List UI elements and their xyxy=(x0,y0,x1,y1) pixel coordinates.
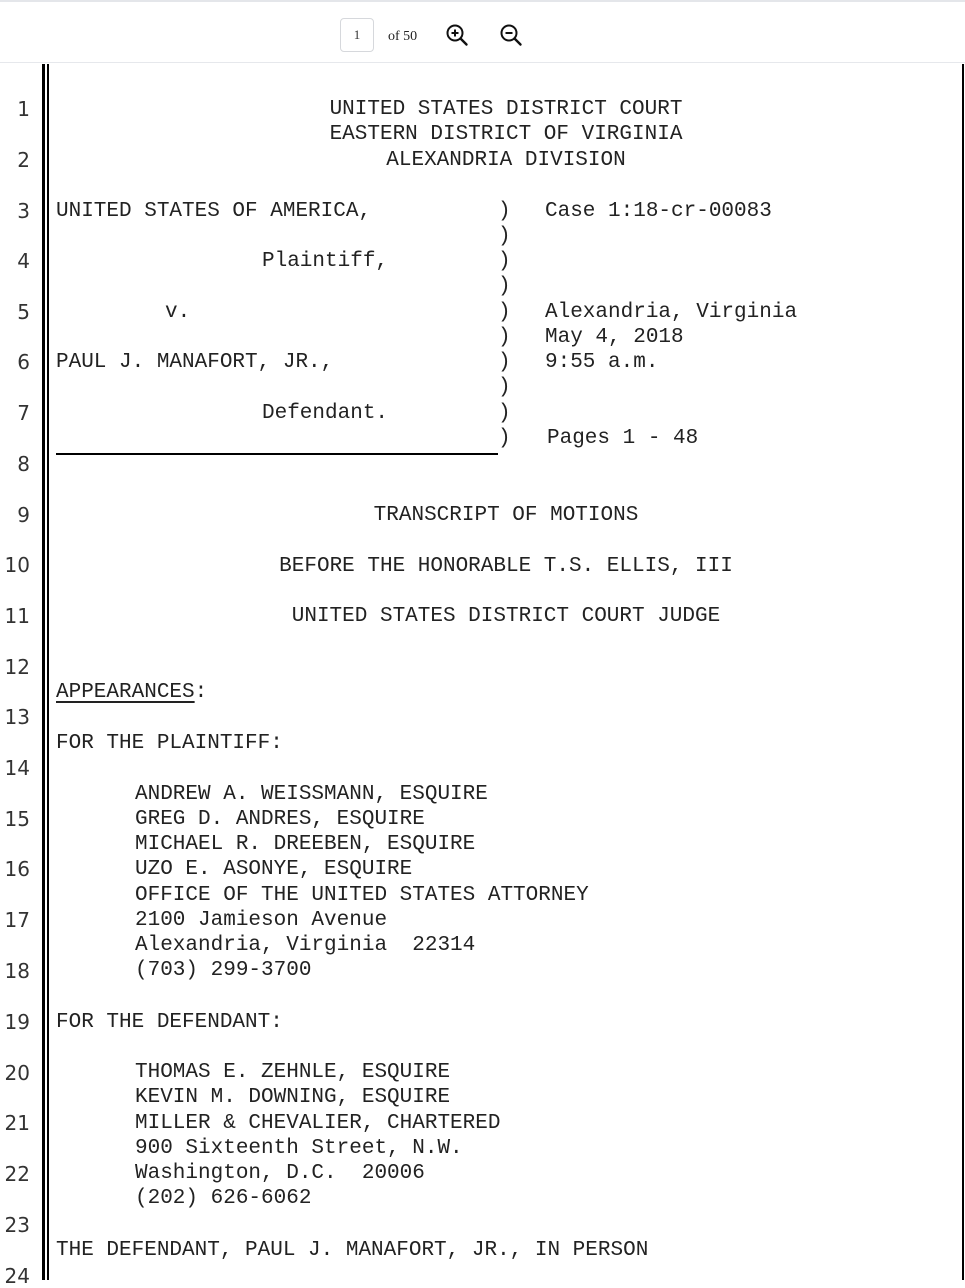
line-number: 11 xyxy=(4,604,30,628)
defendant-counsel-line: MILLER & CHEVALIER, CHARTERED xyxy=(135,1112,501,1135)
defendant-counsel-line: Washington, D.C. 20006 xyxy=(135,1162,425,1185)
line-number: 21 xyxy=(4,1111,30,1135)
district-name: EASTERN DISTRICT OF VIRGINIA xyxy=(329,123,683,146)
division-name: ALEXANDRIA DIVISION xyxy=(386,149,626,172)
defendant-present-line: THE DEFENDANT, PAUL J. MANAFORT, JR., IN PERSON xyxy=(56,1239,649,1262)
hearing-time: 9:55 a.m. xyxy=(545,351,659,374)
page-range: Pages 1 - 48 xyxy=(547,427,699,450)
defendant-role: Defendant. xyxy=(262,402,389,425)
margin-rule-inner xyxy=(47,64,49,1280)
court-name: UNITED STATES DISTRICT COURT xyxy=(329,98,683,121)
line-number: 7 xyxy=(17,401,30,425)
defendant-counsel-line: (202) 626-6062 xyxy=(135,1187,312,1210)
line-number: 17 xyxy=(4,908,30,932)
appearances-heading-text: APPEARANCES xyxy=(56,681,195,704)
line-number: 16 xyxy=(4,857,30,881)
defendant-counsel-line: 900 Sixteenth Street, N.W. xyxy=(135,1137,463,1160)
hearing-location: Alexandria, Virginia xyxy=(545,301,798,324)
plaintiff-name: UNITED STATES OF AMERICA, xyxy=(56,200,372,223)
caption-paren: ) xyxy=(498,275,511,298)
zoom-in-button[interactable] xyxy=(445,23,469,47)
defendant-counsel-label: FOR THE DEFENDANT: xyxy=(56,1011,283,1034)
appearances-heading xyxy=(56,680,207,705)
zoom-out-icon xyxy=(499,23,523,47)
appearances-colon: : xyxy=(194,681,208,704)
line-number: 6 xyxy=(17,350,30,374)
transcript-title: TRANSCRIPT OF MOTIONS xyxy=(373,504,639,527)
plaintiff-counsel-line: ANDREW A. WEISSMANN, ESQUIRE xyxy=(135,783,488,806)
zoom-in-icon xyxy=(445,23,469,47)
line-number: 1 xyxy=(17,97,30,121)
line-number: 9 xyxy=(17,503,30,527)
defendant-counsel-line: THOMAS E. ZEHNLE, ESQUIRE xyxy=(135,1061,451,1084)
line-number: 19 xyxy=(4,1010,30,1034)
margin-rule-right xyxy=(962,64,964,1280)
versus-label: v. xyxy=(165,301,191,324)
line-number: 3 xyxy=(17,199,30,223)
line-number: 8 xyxy=(17,452,30,476)
toolbar-divider xyxy=(0,62,965,63)
defendant-counsel-line: KEVIN M. DOWNING, ESQUIRE xyxy=(135,1086,451,1109)
defendant-name: PAUL J. MANAFORT, JR., xyxy=(56,351,334,374)
before-judge-line: BEFORE THE HONORABLE T.S. ELLIS, III xyxy=(279,555,733,578)
page-number-input[interactable]: 1 xyxy=(340,18,374,52)
caption-paren: ) xyxy=(498,402,511,425)
zoom-out-button[interactable] xyxy=(499,23,523,47)
line-number: 10 xyxy=(4,553,30,577)
line-number: 12 xyxy=(4,655,30,679)
caption-paren: ) xyxy=(498,427,511,450)
caption-paren: ) xyxy=(498,200,511,223)
plaintiff-role: Plaintiff, xyxy=(262,250,389,273)
line-number: 20 xyxy=(4,1061,30,1085)
plaintiff-counsel-label: FOR THE PLAINTIFF: xyxy=(56,732,283,755)
line-number: 14 xyxy=(4,756,30,780)
judge-title-line: UNITED STATES DISTRICT COURT JUDGE xyxy=(291,605,721,628)
caption-paren: ) xyxy=(498,225,511,248)
caption-underline xyxy=(56,453,498,455)
line-number: 24 xyxy=(4,1264,30,1288)
line-number: 22 xyxy=(4,1162,30,1186)
plaintiff-counsel-line: UZO E. ASONYE, ESQUIRE xyxy=(135,858,413,881)
caption-paren: ) xyxy=(498,326,511,349)
line-number: 5 xyxy=(17,300,30,324)
line-number: 23 xyxy=(4,1213,30,1237)
plaintiff-counsel-line: MICHAEL R. DREEBEN, ESQUIRE xyxy=(135,833,476,856)
plaintiff-counsel-line: GREG D. ANDRES, ESQUIRE xyxy=(135,808,425,831)
plaintiff-counsel-line: 2100 Jamieson Avenue xyxy=(135,909,388,932)
plaintiff-counsel-line: (703) 299-3700 xyxy=(135,959,312,982)
plaintiff-counsel-line: Alexandria, Virginia 22314 xyxy=(135,934,476,957)
line-number: 15 xyxy=(4,807,30,831)
margin-rule-outer xyxy=(42,64,45,1280)
caption-paren: ) xyxy=(498,376,511,399)
caption-paren: ) xyxy=(498,351,511,374)
line-number: 18 xyxy=(4,959,30,983)
line-number: 2 xyxy=(17,148,30,172)
pdf-toolbar xyxy=(0,2,965,62)
plaintiff-counsel-line: OFFICE OF THE UNITED STATES ATTORNEY xyxy=(135,884,589,907)
page-total-label: of 50 xyxy=(388,29,418,44)
case-number: Case 1:18-cr-00083 xyxy=(545,200,772,223)
line-number: 13 xyxy=(4,705,30,729)
caption-paren: ) xyxy=(498,301,511,324)
caption-paren: ) xyxy=(498,250,511,273)
hearing-date: May 4, 2018 xyxy=(545,326,684,349)
line-number: 4 xyxy=(17,249,30,273)
